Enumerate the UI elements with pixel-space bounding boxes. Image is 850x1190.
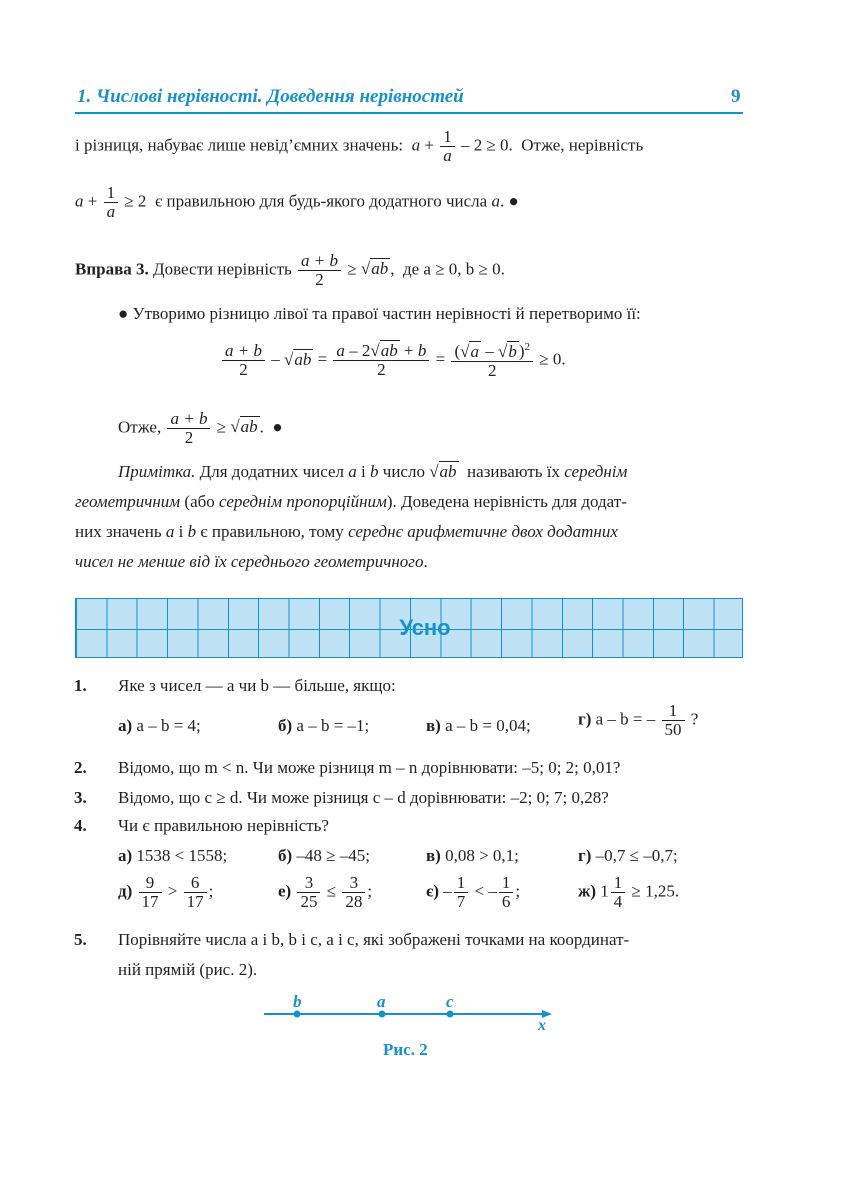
task-1-v: в) a – b = 0,04; [426,716,531,735]
task-2-number: 2. [74,758,87,777]
paragraph-1: і різниця, набуває лише невід’ємних значень: a + $\frac{1}{a}$ – 2 ≥ 0. Отже, нерівність [75,127,644,165]
task-3-number: 3. [74,788,87,807]
task-3-text: Відомо, що c ≥ d. Чи може різниця c – d дорівнювати: –2; 0; 7; 0,28? [118,788,609,807]
note-line-3: них значень a і b є правильною, тому середнє арифметичне двох додатних [75,522,618,541]
label-b: b [293,992,302,1011]
task-4-number: 4. [74,816,87,835]
point-c [447,1011,454,1018]
oral-section-title: Усно [399,615,451,640]
note-line-4: чисел не менше від їх середнього геометричного. [75,552,428,571]
task-5-number: 5. [74,930,87,949]
task-1-b: б) a – b = –1; [278,716,370,735]
task-4-v: в) 0,08 > 0,1; [426,846,519,865]
task-4-e: е) $\frac{3}{25}$ ≤ $\frac{3}{28}$ ; [278,873,373,911]
task-4-ye: є) – $\frac{1}{7}$ < – $\frac{1}{6}$ ; [426,873,521,911]
proof-intro: ● Утворимо різницю лівої та правої частин нерівності й перетворимо її: [118,304,641,323]
task-2-text: Відомо, що m < n. Чи може різниця m – n дорівнювати: –5; 0; 2; 0,01? [118,758,621,777]
proof-formula: $\frac{a + b}{2}$ – √ab = $\frac{a - 2√ab + b}{2}$ = $\frac{(√a - √b )^2}{2}$ ≥ 0. [220,342,566,379]
task-4-zh: ж) 1 $\frac{1}{4}$ ≥ 1,25. [578,873,680,911]
page-number: 9 [731,86,741,107]
task-5-line-1: Порівняйте числа a і b, b і c, a і c, які зображені точками на координат- [118,930,630,949]
exercise-3: Вправа 3. Довести нерівність $\frac{a + b}{2}$ ≥ √ab , де a ≥ 0, b ≥ 0. [75,251,505,289]
label-c: c [446,992,454,1011]
point-a [379,1011,386,1018]
label-x: x [538,1017,546,1034]
task-4-g: г) –0,7 ≤ –0,7; [578,846,678,865]
label-a: a [377,992,386,1011]
task-1-a: а) a – b = 4; [118,716,201,735]
note-line-1: Примітка. Для додатних чисел a і b число √ab називають їх середнім [118,462,628,481]
task-1-text: Яке з чисел — a чи b — більше, якщо: [118,676,396,695]
task-4-d: д) $\frac{9}{17}$ > $\frac{6}{17}$ ; [118,873,214,911]
task-4-b: б) –48 ≥ –45; [278,846,370,865]
task-4-a: а) 1538 < 1558; [118,846,228,865]
proof-conclusion: Отже, $\frac{a + b}{2}$ ≥ √ab . ● [118,409,283,447]
task-4-text: Чи є правильною нерівність? [118,816,329,835]
header-rule [75,112,743,114]
task-1-g: г) a – b = – $\frac{1}{50}$ ? [578,701,699,739]
note-line-2: геометричним (або середнім пропорційним). Доведена нерівність для додат- [75,492,627,511]
paragraph-2: a + $\frac{1}{a}$ ≥ 2 є правильною для будь-якого додатного числа a. ● [75,183,519,221]
figure-caption: Рис. 2 [383,1040,428,1059]
point-b [294,1011,301,1018]
coordinate-line-figure [260,990,560,1035]
running-header-title: 1. Числові нерівності. Доведення нерівностей [77,86,464,107]
task-1-number: 1. [74,676,87,695]
task-5-line-2: ній прямій (рис. 2). [118,960,258,979]
